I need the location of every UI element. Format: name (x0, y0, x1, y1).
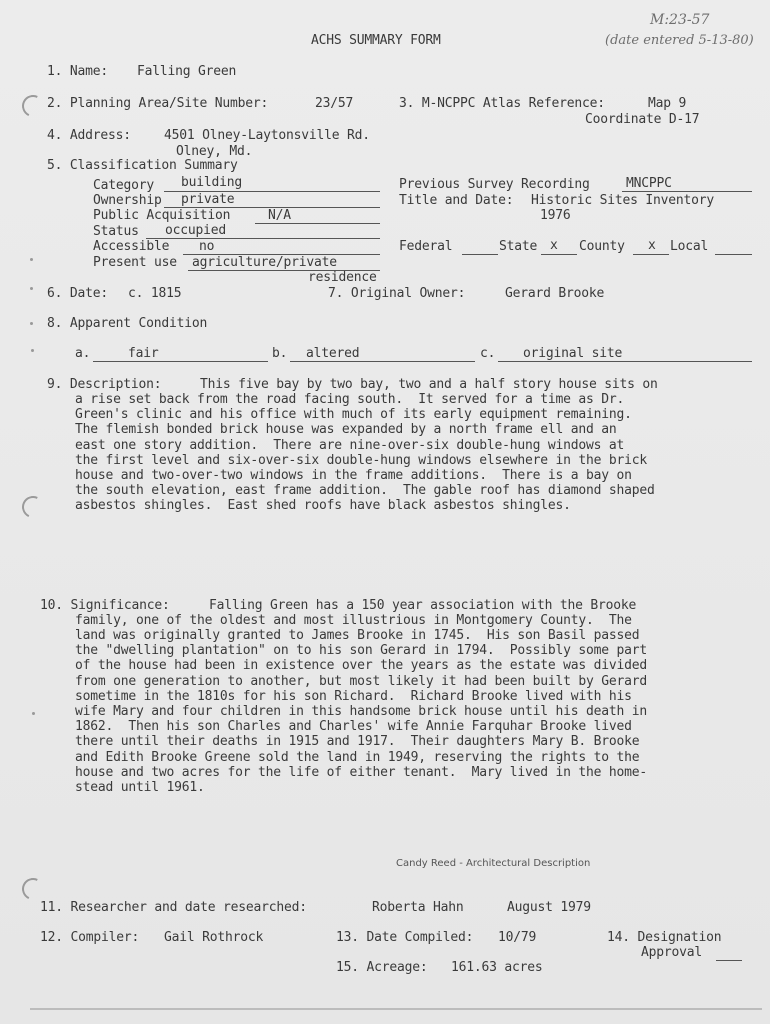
public-acquisition-value: N/A (268, 208, 291, 223)
previous-survey-value: MNCPPC (626, 176, 672, 191)
ownership-label: Ownership (93, 193, 162, 208)
designation-underline (716, 960, 742, 961)
punch-hole-icon (19, 875, 47, 903)
title-date-year: 1976 (540, 208, 571, 223)
ownership-value: private (181, 192, 235, 207)
public-acquisition-underline (255, 223, 380, 224)
planning-area-value: 23/57 (315, 96, 354, 111)
category-label: Category (93, 178, 155, 193)
present-use-value: agriculture/private (192, 255, 337, 270)
significance-line: land was originally granted to James Brooke in 1745. His son Basil passed (75, 628, 640, 643)
designation-label: 14. Designation (607, 930, 722, 945)
speck (30, 322, 33, 325)
status-underline (146, 238, 380, 239)
original-owner-value: Gerard Brooke (505, 286, 605, 301)
page-bottom-edge (30, 1008, 762, 1010)
present-use-value2: residence (308, 270, 377, 285)
architectural-credit: Candy Reed - Architectural Description (396, 858, 591, 869)
form-title: ACHS SUMMARY FORM (311, 33, 441, 48)
description-label: 9. Description: (47, 377, 162, 392)
significance-line: stead until 1961. (75, 780, 205, 795)
condition-a-label: a. (75, 346, 91, 361)
title-date-label: Title and Date: (399, 193, 514, 208)
punch-hole-icon (19, 493, 47, 521)
address-line1: 4501 Olney-Laytonsville Rd. (164, 128, 370, 143)
description-line: This five bay by two bay, two and a half story house sits on (200, 377, 658, 392)
significance-line: there until their deaths in 1915 and 1917. Their daughters Mary B. Brooke (75, 734, 640, 749)
condition-a-value: fair (128, 346, 159, 361)
date-compiled-label: 13. Date Compiled: (336, 930, 474, 945)
county-underline (633, 254, 669, 255)
name-label: 1. Name: (47, 64, 109, 79)
local-label: Local (670, 239, 709, 254)
researcher-label: 11. Researcher and date researched: (40, 900, 307, 915)
acreage-label: 15. Acreage: (336, 960, 428, 975)
significance-line: and Edith Brooke Greene sold the land in 1949, reserving the rights to the (75, 750, 640, 765)
description-line: house and two-over-two windows in the frame additions. There is a bay on (75, 468, 632, 483)
significance-line: from one generation to another, but most likely it had been built by Gerard (75, 674, 647, 689)
status-label: Status (93, 224, 139, 239)
accessible-value: no (199, 239, 215, 254)
state-label: State (499, 239, 538, 254)
punch-hole-icon (19, 92, 47, 120)
speck (30, 258, 33, 261)
compiler-label: 12. Compiler: (40, 930, 140, 945)
address-label: 4. Address: (47, 128, 131, 143)
condition-b-value: altered (306, 346, 360, 361)
date-entered-handwritten: (date entered 5-13-80) (605, 33, 754, 48)
significance-line: 1862. Then his son Charles and Charles' wife Annie Farquhar Brooke lived (75, 719, 632, 734)
speck (31, 349, 34, 352)
description-line: Green's clinic and his office with much of its early equipment remaining. (75, 407, 632, 422)
address-line2: Olney, Md. (176, 144, 253, 159)
significance-line: house and two acres for the life of either tenant. Mary lived in the home- (75, 765, 647, 780)
description-line: a rise set back from the road facing south. It served for a time as Dr. (75, 392, 625, 407)
state-value: x (550, 238, 558, 253)
significance-line: family, one of the oldest and most illustrious in Montgomery County. The (75, 613, 632, 628)
speck (32, 712, 35, 715)
acreage-value: 161.63 acres (451, 960, 543, 975)
designation-approval-label: Approval (641, 945, 703, 960)
condition-a-underline (93, 361, 268, 362)
condition-b-label: b. (272, 346, 288, 361)
significance-line: of the house had been in existence over the years as the estate was divided (75, 658, 647, 673)
federal-underline (462, 254, 498, 255)
significance-line: the "dwelling plantation" on to his son Gerard in 1794. Possibly some part (75, 643, 647, 658)
researcher-name: Roberta Hahn (372, 900, 464, 915)
speck (30, 287, 33, 290)
researcher-date: August 1979 (507, 900, 591, 915)
condition-c-underline (498, 361, 752, 362)
name-value: Falling Green (137, 64, 237, 79)
description-line: the first level and six-over-six double-hung windows elsewhere in the brick (75, 453, 647, 468)
date-compiled-value: 10/79 (498, 930, 537, 945)
title-date-value: Historic Sites Inventory (531, 193, 715, 208)
compiler-value: Gail Rothrock (164, 930, 264, 945)
original-owner-label: 7. Original Owner: (328, 286, 466, 301)
local-underline (715, 254, 752, 255)
status-value: occupied (165, 223, 227, 238)
description-line: asbestos shingles. East shed roofs have black asbestos shingles. (75, 498, 571, 513)
previous-survey-label: Previous Survey Recording (399, 177, 590, 192)
present-use-label: Present use (93, 255, 177, 270)
description-line: east one story addition. There are nine-over-six double-hung windows at (75, 438, 625, 453)
description-line: the south elevation, east frame addition. The gable roof has diamond shaped (75, 483, 655, 498)
description-line: The flemish bonded brick house was expanded by a north frame ell and an (75, 422, 617, 437)
date-label: 6. Date: (47, 286, 109, 301)
public-acquisition-label: Public Acquisition (93, 208, 231, 223)
county-label: County (579, 239, 625, 254)
significance-label: 10. Significance: (40, 598, 170, 613)
atlas-map: Map 9 (648, 96, 687, 111)
county-value: x (648, 238, 656, 253)
date-value: c. 1815 (128, 286, 182, 301)
condition-b-underline (290, 361, 475, 362)
classification-label: 5. Classification Summary (47, 158, 238, 173)
category-value: building (181, 175, 243, 190)
condition-c-label: c. (480, 346, 496, 361)
planning-area-label: 2. Planning Area/Site Number: (47, 96, 269, 111)
federal-label: Federal (399, 239, 453, 254)
significance-line: Falling Green has a 150 year association with the Brooke (209, 598, 637, 613)
condition-c-value: original site (523, 346, 623, 361)
atlas-coordinate: Coordinate D-17 (585, 112, 700, 127)
accessible-label: Accessible (93, 239, 170, 254)
condition-label: 8. Apparent Condition (47, 316, 208, 331)
previous-survey-underline (622, 191, 752, 192)
atlas-label: 3. M-NCPPC Atlas Reference: (399, 96, 605, 111)
state-underline (541, 254, 577, 255)
site-code-handwritten: M:23-57 (650, 12, 710, 28)
significance-line: sometime in the 1810s for his son Richard. Richard Brooke lived with his (75, 689, 632, 704)
significance-line: wife Mary and four children in this handsome brick house until his death in (75, 704, 647, 719)
